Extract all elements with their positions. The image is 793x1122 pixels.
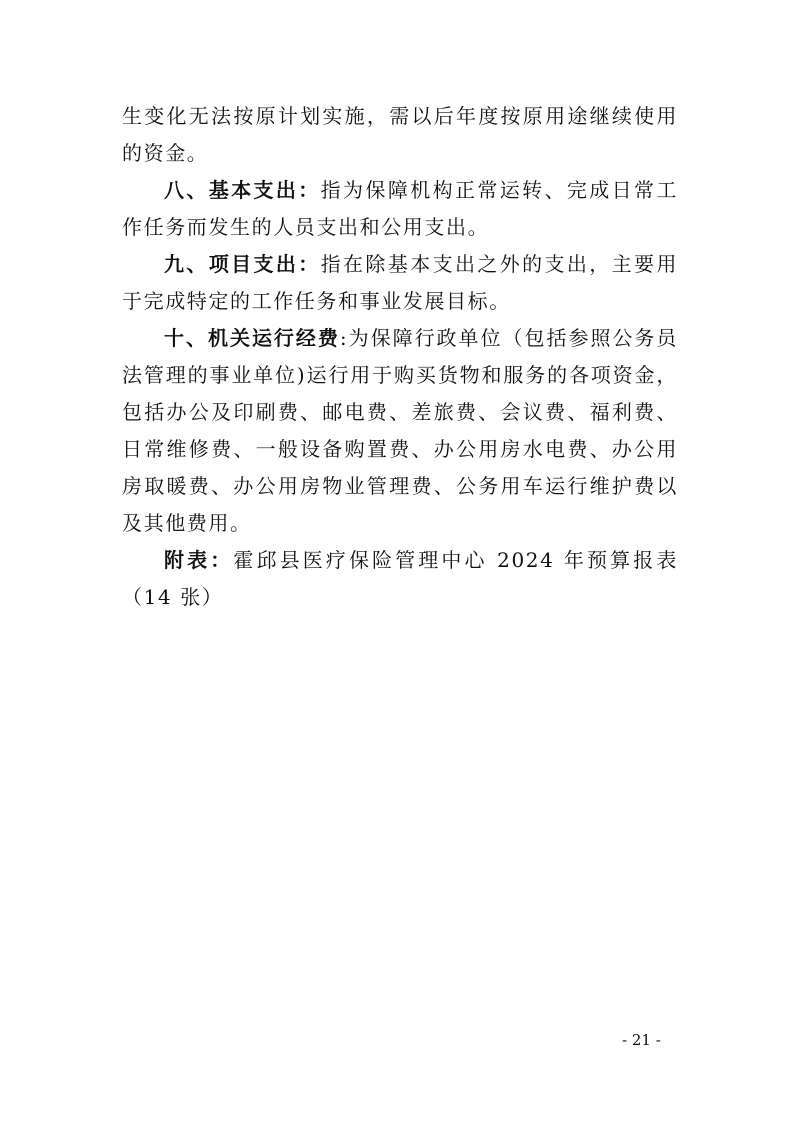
- continuation-paragraph: 生变化无法按原计划实施，需以后年度按原用途继续使用的资金。: [122, 104, 678, 165]
- attachment-text: 霍邱县医疗保险管理中心 2024 年预算报表（14 张）: [122, 548, 678, 609]
- section-text: 指为保障机构正常运转、完成日常工作任务而发生的人员支出和公用支出。: [122, 178, 678, 239]
- section-operating-funds: [122, 320, 678, 542]
- attachment-paragraph: [122, 542, 678, 616]
- section-heading: 十、机关运行经费: [164, 326, 340, 350]
- section-heading: 八、基本支出：: [164, 178, 321, 202]
- section-basic-expenditure: [122, 172, 678, 246]
- section-text: :为保障行政单位（包括参照公务员法管理的事业单位)运行用于购买货物和服务的各项资金，包括办公及印刷费、邮电费、差旅费、会议费、福利费、日常维修费、一般设备购置费、办公用房水电费、办公用房取暖费、办公用房物业管理费、公务用车运行维护费以及其他费用。: [122, 326, 678, 535]
- section-text: 指在除基本支出之外的支出，主要用于完成特定的工作任务和事业发展目标。: [122, 252, 678, 313]
- document-body: [122, 98, 678, 616]
- section-project-expenditure: [122, 246, 678, 320]
- attachment-heading: 附表：: [164, 548, 234, 572]
- page-number: - 21 -: [622, 1031, 661, 1049]
- section-heading: 九、项目支出：: [164, 252, 321, 276]
